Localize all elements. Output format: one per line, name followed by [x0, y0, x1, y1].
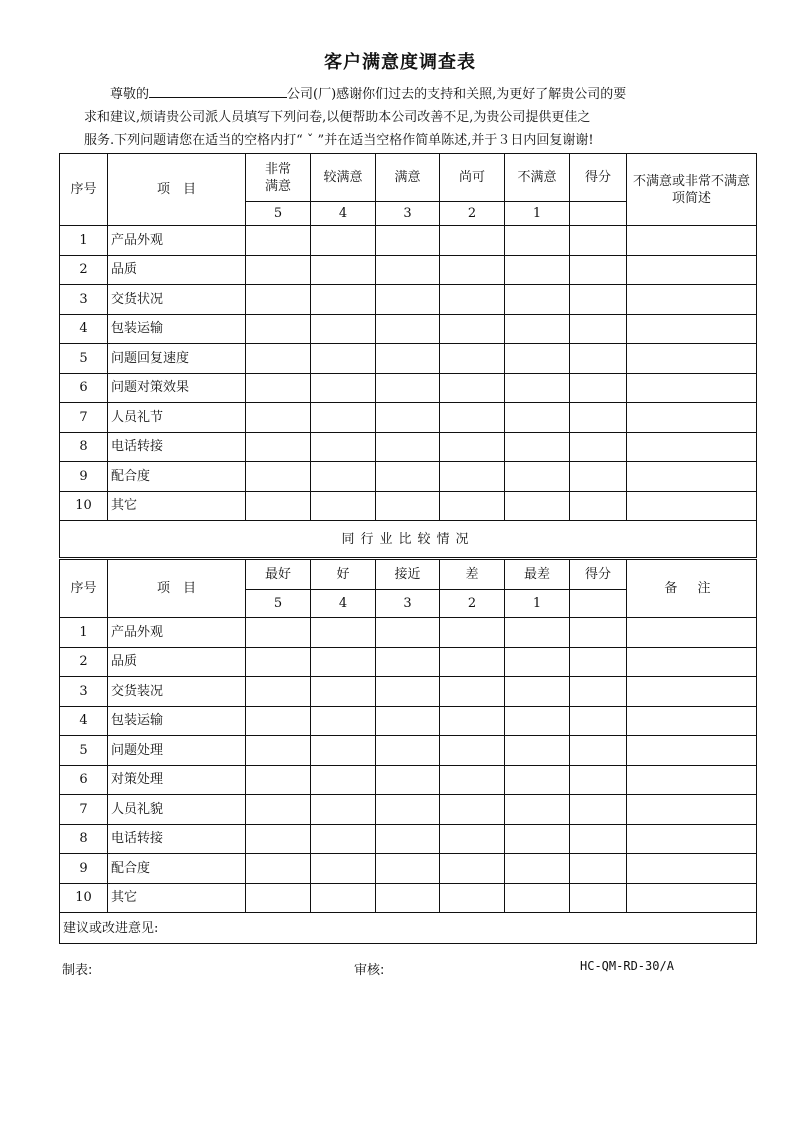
row-item: 交货装况: [108, 677, 246, 707]
rating-checkbox-cell[interactable]: [311, 765, 376, 795]
row-no: 10: [60, 491, 108, 521]
rating-checkbox-cell[interactable]: [505, 618, 570, 648]
rating-checkbox-cell[interactable]: [505, 432, 570, 462]
row-item: 包装运输: [108, 314, 246, 344]
score-cell[interactable]: [570, 706, 627, 736]
score-cell[interactable]: [570, 736, 627, 766]
row-item: 品质: [108, 255, 246, 285]
rating-checkbox-cell[interactable]: [246, 706, 311, 736]
row-no: 7: [60, 403, 108, 433]
rating-checkbox-cell[interactable]: [505, 403, 570, 433]
rating-checkbox-cell[interactable]: [246, 824, 311, 854]
rating-checkbox-cell[interactable]: [505, 765, 570, 795]
remark-cell[interactable]: [627, 795, 757, 825]
row-item: 其它: [108, 491, 246, 521]
score-cell[interactable]: [570, 854, 627, 884]
score-cell[interactable]: [570, 403, 627, 433]
rating-checkbox-cell[interactable]: [440, 736, 505, 766]
rating-checkbox-cell[interactable]: [311, 795, 376, 825]
remark-cell[interactable]: [627, 854, 757, 884]
rating-checkbox-cell[interactable]: [376, 677, 440, 707]
rating-checkbox-cell[interactable]: [311, 314, 376, 344]
table-row: [60, 883, 757, 913]
row-item: 交货状况: [108, 285, 246, 315]
rating-checkbox-cell[interactable]: [440, 432, 505, 462]
rating-checkbox-cell[interactable]: [246, 647, 311, 677]
remark-cell[interactable]: [627, 403, 757, 433]
scale-value: 4: [311, 202, 376, 226]
rating-checkbox-cell[interactable]: [376, 491, 440, 521]
rating-checkbox-cell[interactable]: [311, 373, 376, 403]
row-no: 4: [60, 706, 108, 736]
header-rating: 满意: [376, 154, 440, 202]
rating-checkbox-cell[interactable]: [376, 706, 440, 736]
remark-cell[interactable]: [627, 618, 757, 648]
row-item: 电话转接: [108, 824, 246, 854]
row-no: 7: [60, 795, 108, 825]
page-title: 客户满意度调查表: [324, 52, 476, 73]
rating-checkbox-cell[interactable]: [440, 255, 505, 285]
scale-value: 3: [376, 590, 440, 618]
rating-checkbox-cell[interactable]: [246, 226, 311, 256]
header-score: 得分: [570, 560, 627, 590]
rating-checkbox-cell[interactable]: [376, 883, 440, 913]
row-item: 对策处理: [108, 765, 246, 795]
satisfaction-table: [59, 153, 757, 558]
rating-checkbox-cell[interactable]: [440, 677, 505, 707]
table-row: [60, 854, 757, 884]
header-remark: 不满意或非常不满意项简述: [627, 154, 757, 226]
rating-checkbox-cell[interactable]: [440, 373, 505, 403]
header-row: [60, 560, 757, 590]
row-no: 10: [60, 883, 108, 913]
remark-cell[interactable]: [627, 314, 757, 344]
rating-checkbox-cell[interactable]: [311, 647, 376, 677]
rating-checkbox-cell[interactable]: [440, 491, 505, 521]
scale-value: 3: [376, 202, 440, 226]
intro-greeting: 尊敬的: [110, 87, 150, 102]
rating-checkbox-cell[interactable]: [376, 314, 440, 344]
remark-cell[interactable]: [627, 706, 757, 736]
rating-checkbox-cell[interactable]: [246, 255, 311, 285]
header-item: 项 目: [108, 154, 246, 226]
rating-checkbox-cell[interactable]: [311, 344, 376, 374]
rating-checkbox-cell[interactable]: [246, 765, 311, 795]
score-cell[interactable]: [570, 677, 627, 707]
rating-checkbox-cell[interactable]: [440, 647, 505, 677]
header-rating: 接近: [376, 560, 440, 590]
rating-checkbox-cell[interactable]: [505, 647, 570, 677]
row-no: 3: [60, 677, 108, 707]
row-no: 4: [60, 314, 108, 344]
row-no: 1: [60, 618, 108, 648]
section-title: 同行业比较情况: [60, 521, 757, 558]
table-row: [60, 462, 757, 492]
scale-value: 1: [505, 202, 570, 226]
rating-checkbox-cell[interactable]: [505, 462, 570, 492]
rating-checkbox-cell[interactable]: [246, 314, 311, 344]
rating-checkbox-cell[interactable]: [376, 255, 440, 285]
rating-checkbox-cell[interactable]: [505, 373, 570, 403]
rating-checkbox-cell[interactable]: [246, 883, 311, 913]
rating-checkbox-cell[interactable]: [311, 255, 376, 285]
rating-checkbox-cell[interactable]: [505, 824, 570, 854]
rating-checkbox-cell[interactable]: [376, 824, 440, 854]
header-rating: 尚可: [440, 154, 505, 202]
rating-checkbox-cell[interactable]: [440, 706, 505, 736]
rating-checkbox-cell[interactable]: [311, 285, 376, 315]
rating-checkbox-cell[interactable]: [440, 344, 505, 374]
header-rating: 较满意: [311, 154, 376, 202]
intro-line3: 服务.下列问题请您在适当的空格内打“ ˇ ”并在适当空格作简单陈述,并于３日内回复谢谢!: [84, 133, 594, 148]
rating-checkbox-cell[interactable]: [505, 491, 570, 521]
intro-line2: 求和建议,烦请贵公司派人员填写下列问卷,以便帮助本公司改善不足,为贵公司提供更佳之: [84, 110, 591, 125]
header-rating: 差: [440, 560, 505, 590]
row-no: 6: [60, 373, 108, 403]
rating-checkbox-cell[interactable]: [246, 854, 311, 884]
score-cell[interactable]: [570, 432, 627, 462]
rating-checkbox-cell[interactable]: [440, 854, 505, 884]
header-rating: 最差: [505, 560, 570, 590]
rating-checkbox-cell[interactable]: [376, 854, 440, 884]
scale-value: 1: [505, 590, 570, 618]
suggestion-label: 建议或改进意见:: [63, 920, 159, 936]
rating-checkbox-cell[interactable]: [311, 491, 376, 521]
rating-checkbox-cell[interactable]: [376, 647, 440, 677]
company-name-blank[interactable]: [149, 82, 287, 98]
row-item: 产品外观: [108, 618, 246, 648]
table-row: [60, 285, 757, 315]
row-item: 问题回复速度: [108, 344, 246, 374]
row-item: 人员礼貌: [108, 795, 246, 825]
remark-cell[interactable]: [627, 491, 757, 521]
score-cell[interactable]: [570, 824, 627, 854]
remark-cell[interactable]: [627, 736, 757, 766]
rating-checkbox-cell[interactable]: [505, 736, 570, 766]
rating-checkbox-cell[interactable]: [246, 403, 311, 433]
scale-value: 5: [246, 202, 311, 226]
score-cell[interactable]: [570, 647, 627, 677]
remark-cell[interactable]: [627, 824, 757, 854]
rating-checkbox-cell[interactable]: [376, 226, 440, 256]
rating-checkbox-cell[interactable]: [311, 432, 376, 462]
score-cell[interactable]: [570, 883, 627, 913]
row-no: 6: [60, 765, 108, 795]
row-no: 1: [60, 226, 108, 256]
table-row: [60, 314, 757, 344]
intro-line1: 公司(厂)感谢你们过去的支持和关照,为更好了解贵公司的要: [287, 87, 627, 102]
prepared-by-label: 制表:: [62, 963, 93, 978]
table-row: [60, 255, 757, 285]
remark-cell[interactable]: [627, 373, 757, 403]
rating-checkbox-cell[interactable]: [440, 795, 505, 825]
rating-checkbox-cell[interactable]: [246, 677, 311, 707]
section-row: [60, 521, 757, 558]
rating-checkbox-cell[interactable]: [246, 618, 311, 648]
remark-cell[interactable]: [627, 432, 757, 462]
row-item: 其它: [108, 883, 246, 913]
row-no: 2: [60, 255, 108, 285]
rating-checkbox-cell[interactable]: [440, 314, 505, 344]
row-no: 3: [60, 285, 108, 315]
row-item: 产品外观: [108, 226, 246, 256]
remark-cell[interactable]: [627, 647, 757, 677]
remark-cell[interactable]: [627, 226, 757, 256]
rating-checkbox-cell[interactable]: [376, 795, 440, 825]
table-row: [60, 765, 757, 795]
rating-checkbox-cell[interactable]: [311, 854, 376, 884]
rating-checkbox-cell[interactable]: [246, 432, 311, 462]
row-no: 5: [60, 736, 108, 766]
header-no: 序号: [60, 154, 108, 226]
remark-cell[interactable]: [627, 883, 757, 913]
rating-checkbox-cell[interactable]: [376, 618, 440, 648]
header-no: 序号: [60, 560, 108, 618]
score-cell[interactable]: [570, 255, 627, 285]
table-row: [60, 344, 757, 374]
rating-checkbox-cell[interactable]: [376, 403, 440, 433]
rating-checkbox-cell[interactable]: [505, 285, 570, 315]
table-row: [60, 736, 757, 766]
table-row: [60, 795, 757, 825]
row-item: 配合度: [108, 854, 246, 884]
rating-checkbox-cell[interactable]: [440, 226, 505, 256]
rating-checkbox-cell[interactable]: [311, 462, 376, 492]
scale-value: 2: [440, 590, 505, 618]
rating-checkbox-cell[interactable]: [246, 285, 311, 315]
score-cell[interactable]: [570, 314, 627, 344]
rating-checkbox-cell[interactable]: [505, 344, 570, 374]
table-row: [60, 403, 757, 433]
table-row: [60, 432, 757, 462]
row-no: 2: [60, 647, 108, 677]
reviewed-by-label: 审核:: [354, 963, 385, 978]
rating-checkbox-cell[interactable]: [376, 462, 440, 492]
rating-checkbox-cell[interactable]: [311, 883, 376, 913]
table-row: [60, 824, 757, 854]
score-cell[interactable]: [570, 226, 627, 256]
rating-checkbox-cell[interactable]: [505, 255, 570, 285]
table-row: [60, 226, 757, 256]
row-item: 配合度: [108, 462, 246, 492]
row-no: 9: [60, 462, 108, 492]
rating-checkbox-cell[interactable]: [376, 285, 440, 315]
header-rating: 非常 满意: [246, 154, 311, 202]
score-cell[interactable]: [570, 344, 627, 374]
header-score: 得分: [570, 154, 627, 202]
rating-checkbox-cell[interactable]: [440, 462, 505, 492]
rating-checkbox-cell[interactable]: [440, 883, 505, 913]
rating-checkbox-cell[interactable]: [376, 373, 440, 403]
rating-checkbox-cell[interactable]: [376, 432, 440, 462]
remark-cell[interactable]: [627, 677, 757, 707]
rating-checkbox-cell[interactable]: [440, 285, 505, 315]
form-code: HC-QM-RD-30/A: [580, 959, 674, 973]
rating-checkbox-cell[interactable]: [311, 226, 376, 256]
rating-checkbox-cell[interactable]: [311, 618, 376, 648]
table-row: [60, 677, 757, 707]
row-item: 电话转接: [108, 432, 246, 462]
remark-cell[interactable]: [627, 344, 757, 374]
row-no: 8: [60, 432, 108, 462]
rating-checkbox-cell[interactable]: [246, 736, 311, 766]
score-cell[interactable]: [570, 618, 627, 648]
row-no: 8: [60, 824, 108, 854]
rating-checkbox-cell[interactable]: [440, 824, 505, 854]
rating-checkbox-cell[interactable]: [440, 765, 505, 795]
rating-checkbox-cell[interactable]: [246, 795, 311, 825]
rating-checkbox-cell[interactable]: [505, 677, 570, 707]
rating-checkbox-cell[interactable]: [311, 736, 376, 766]
remark-cell[interactable]: [627, 765, 757, 795]
remark-cell[interactable]: [627, 462, 757, 492]
rating-checkbox-cell[interactable]: [505, 795, 570, 825]
rating-checkbox-cell[interactable]: [311, 677, 376, 707]
score-cell[interactable]: [570, 765, 627, 795]
rating-checkbox-cell[interactable]: [376, 344, 440, 374]
score-cell[interactable]: [570, 285, 627, 315]
rating-checkbox-cell[interactable]: [440, 403, 505, 433]
rating-checkbox-cell[interactable]: [505, 854, 570, 884]
row-item: 人员礼节: [108, 403, 246, 433]
rating-checkbox-cell[interactable]: [505, 314, 570, 344]
rating-checkbox-cell[interactable]: [246, 344, 311, 374]
score-cell[interactable]: [570, 795, 627, 825]
row-item: 品质: [108, 647, 246, 677]
rating-checkbox-cell[interactable]: [246, 373, 311, 403]
table-row: [60, 373, 757, 403]
table-row: [60, 618, 757, 648]
row-item: 问题处理: [108, 736, 246, 766]
scale-value: 4: [311, 590, 376, 618]
header-remark: 备 注: [627, 560, 757, 618]
rating-checkbox-cell[interactable]: [505, 883, 570, 913]
row-item: 问题对策效果: [108, 373, 246, 403]
header-rating: 最好: [246, 560, 311, 590]
rating-checkbox-cell[interactable]: [246, 491, 311, 521]
suggestion-row: [60, 913, 757, 944]
header-item: 项 目: [108, 560, 246, 618]
header-rating: 好: [311, 560, 376, 590]
scale-value: 2: [440, 202, 505, 226]
table-row: [60, 706, 757, 736]
table-row: [60, 491, 757, 521]
rating-checkbox-cell[interactable]: [376, 736, 440, 766]
row-item: 包装运输: [108, 706, 246, 736]
score-blank: [570, 590, 627, 618]
score-cell[interactable]: [570, 491, 627, 521]
score-cell[interactable]: [570, 373, 627, 403]
rating-checkbox-cell[interactable]: [440, 618, 505, 648]
rating-checkbox-cell[interactable]: [246, 462, 311, 492]
rating-checkbox-cell[interactable]: [311, 824, 376, 854]
header-row: [60, 154, 757, 202]
rating-checkbox-cell[interactable]: [376, 765, 440, 795]
scale-value: 5: [246, 590, 311, 618]
rating-checkbox-cell[interactable]: [505, 706, 570, 736]
row-no: 5: [60, 344, 108, 374]
rating-checkbox-cell[interactable]: [311, 403, 376, 433]
score-blank: [570, 202, 627, 226]
intro-paragraph: [84, 82, 744, 152]
rating-checkbox-cell[interactable]: [505, 226, 570, 256]
row-no: 9: [60, 854, 108, 884]
rating-checkbox-cell[interactable]: [311, 706, 376, 736]
comparison-table: [59, 559, 757, 944]
remark-cell[interactable]: [627, 285, 757, 315]
table-row: [60, 647, 757, 677]
suggestion-field[interactable]: [60, 913, 757, 944]
score-cell[interactable]: [570, 462, 627, 492]
header-rating: 不满意: [505, 154, 570, 202]
remark-cell[interactable]: [627, 255, 757, 285]
